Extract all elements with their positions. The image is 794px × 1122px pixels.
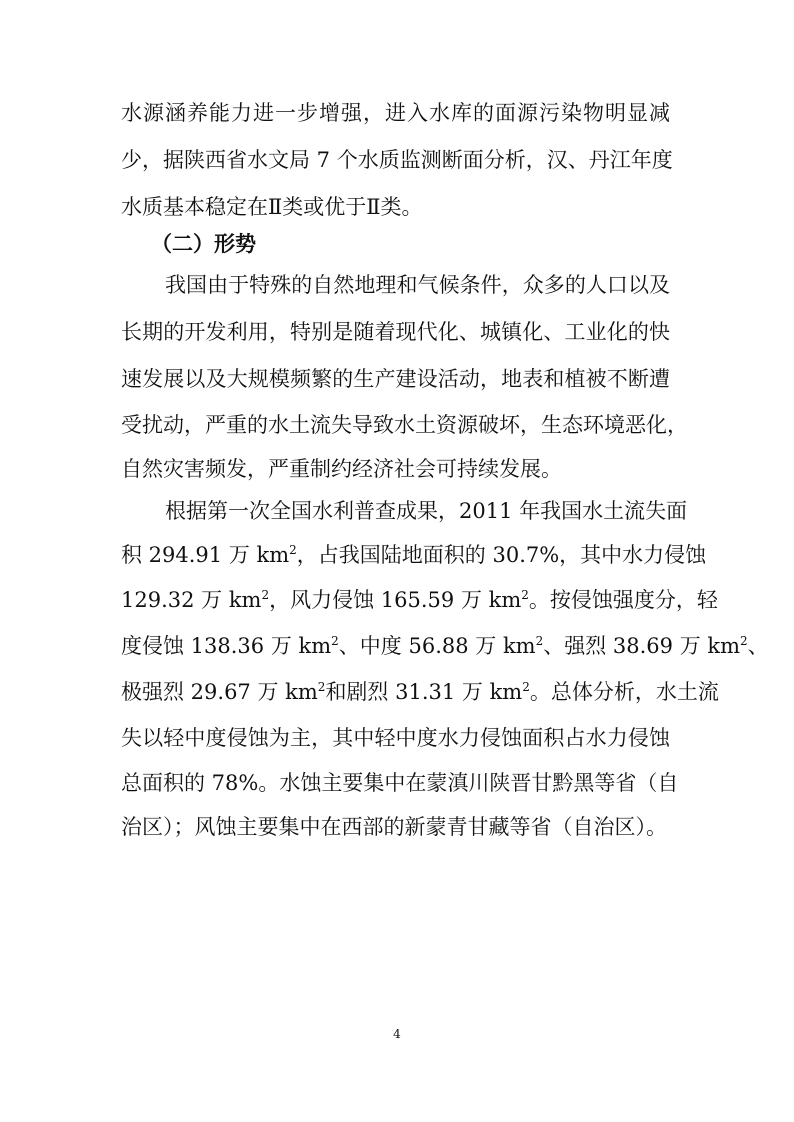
paragraph-line [121, 585, 718, 615]
text-run: 积 294.91 万 km [121, 543, 290, 567]
text-run: ，占我国陆地面积的 30.7%，其中水力侵蚀 [296, 543, 707, 567]
paragraph-line [121, 540, 707, 570]
text-run: 、中度 56.88 万 km [338, 634, 536, 658]
paragraph-line: 自然灾害频发，严重制约经济社会可持续发展。 [121, 457, 562, 481]
paragraph-line: 长期的开发利用，特别是随着现代化、城镇化、工业化的快 [121, 320, 670, 344]
superscript: 2 [740, 634, 748, 648]
superscript: 2 [331, 634, 339, 648]
paragraph-line: 根据第一次全国水利普查成果，2011 年我国水土流失面 [165, 499, 688, 523]
paragraph-line: 受扰动，严重的水土流失导致水土资源破坏，生态环境恶化， [121, 413, 688, 437]
paragraph-line: 少，据陕西省水文局 7 个水质监测断面分析，汉、丹江年度 [121, 148, 673, 172]
superscript: 2 [535, 634, 544, 648]
text-run: ，风力侵蚀 165.59 万 km [269, 588, 522, 612]
superscript: 2 [522, 680, 530, 694]
section-heading: （二）形势 [151, 231, 256, 256]
paragraph-line: 我国由于特殊的自然地理和气候条件，众多的人口以及 [165, 273, 670, 297]
text-run: 、强烈 38.69 万 km [543, 634, 741, 658]
superscript: 2 [521, 588, 529, 602]
superscript: 2 [289, 543, 297, 557]
text-run: 极强烈 29.67 万 km [121, 680, 318, 704]
text-run: 。总体分析，水土流 [529, 680, 719, 704]
text-run: 、 [747, 634, 769, 658]
paragraph-line: 总面积的 78%。水蚀主要集中在蒙滇川陕晋甘黔黑等省（自 [121, 771, 679, 795]
text-run: 和剧烈 31.31 万 km [325, 680, 523, 704]
paragraph-line: 水源涵养能力进一步增强，进入水库的面源污染物明显减 [121, 101, 670, 125]
paragraph-line [121, 631, 769, 661]
paragraph-line: 速发展以及大规模频繁的生产建设活动，地表和植被不断遭 [121, 367, 670, 391]
text-run: 。按侵蚀强度分，轻 [528, 588, 718, 612]
superscript: 2 [261, 588, 270, 602]
paragraph-line: 失以轻中度侵蚀为主，其中轻中度水力侵蚀面积占水力侵蚀 [121, 726, 670, 750]
text-run: 度侵蚀 138.36 万 km [121, 634, 332, 658]
page-number: 4 [393, 1027, 401, 1041]
paragraph-line: 水质基本稳定在Ⅱ类或优于Ⅱ类。 [121, 195, 423, 219]
paragraph-line: 治区）；风蚀主要集中在西部的新蒙青甘藏等省（自治区）。 [121, 815, 667, 839]
paragraph-line [121, 677, 719, 707]
superscript: 2 [317, 680, 326, 694]
text-run: 129.32 万 km [121, 588, 262, 612]
